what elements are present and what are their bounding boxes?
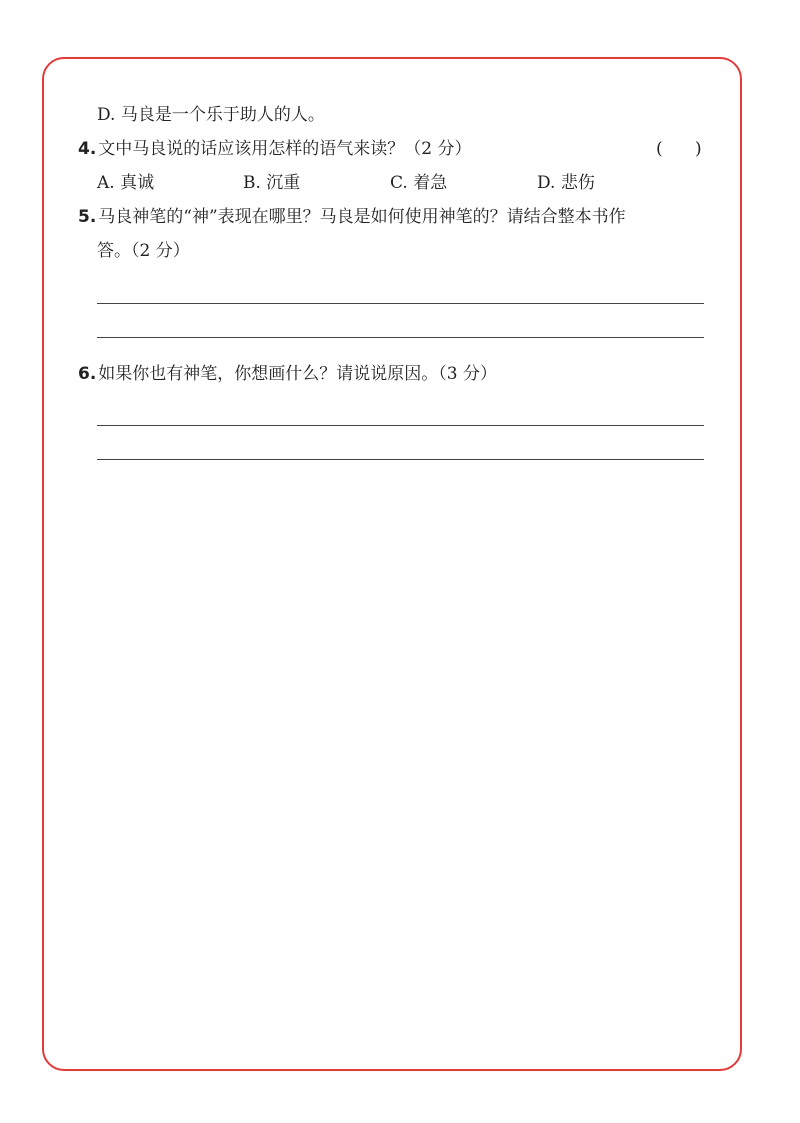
question-6-number: 6. — [78, 364, 97, 384]
previous-option-d: D. 马良是一个乐于助人的人。 — [97, 105, 325, 125]
question-4-option-c[interactable]: C. 着急 — [390, 173, 448, 193]
question-6-answer-line-1[interactable] — [97, 425, 704, 426]
question-5-answer-line-2[interactable] — [97, 337, 704, 338]
question-4-option-b[interactable]: B. 沉重 — [243, 173, 301, 193]
question-4-option-a[interactable]: A. 真诚 — [97, 173, 155, 193]
question-4-answer-bracket[interactable]: ( ) — [656, 139, 702, 159]
question-5-text-line1: 马良神笔的“神”表现在哪里？马良是如何使用神笔的？请结合整本书作 — [98, 207, 626, 227]
question-4 — [78, 137, 472, 161]
question-5-number: 5. — [78, 207, 97, 227]
question-5-answer-line-1[interactable] — [97, 303, 704, 304]
question-4-number: 4. — [78, 139, 97, 159]
question-6 — [78, 362, 497, 386]
question-4-text: 文中马良说的话应该用怎样的语气来读？（2 分） — [98, 139, 472, 159]
question-4-option-d[interactable]: D. 悲伤 — [537, 173, 595, 193]
question-5 — [78, 205, 626, 229]
question-5-text-line2: 答。（2 分） — [97, 241, 190, 261]
question-6-text: 如果你也有神笔，你想画什么？请说说原因。（3 分） — [98, 364, 498, 384]
question-6-answer-line-2[interactable] — [97, 459, 704, 460]
